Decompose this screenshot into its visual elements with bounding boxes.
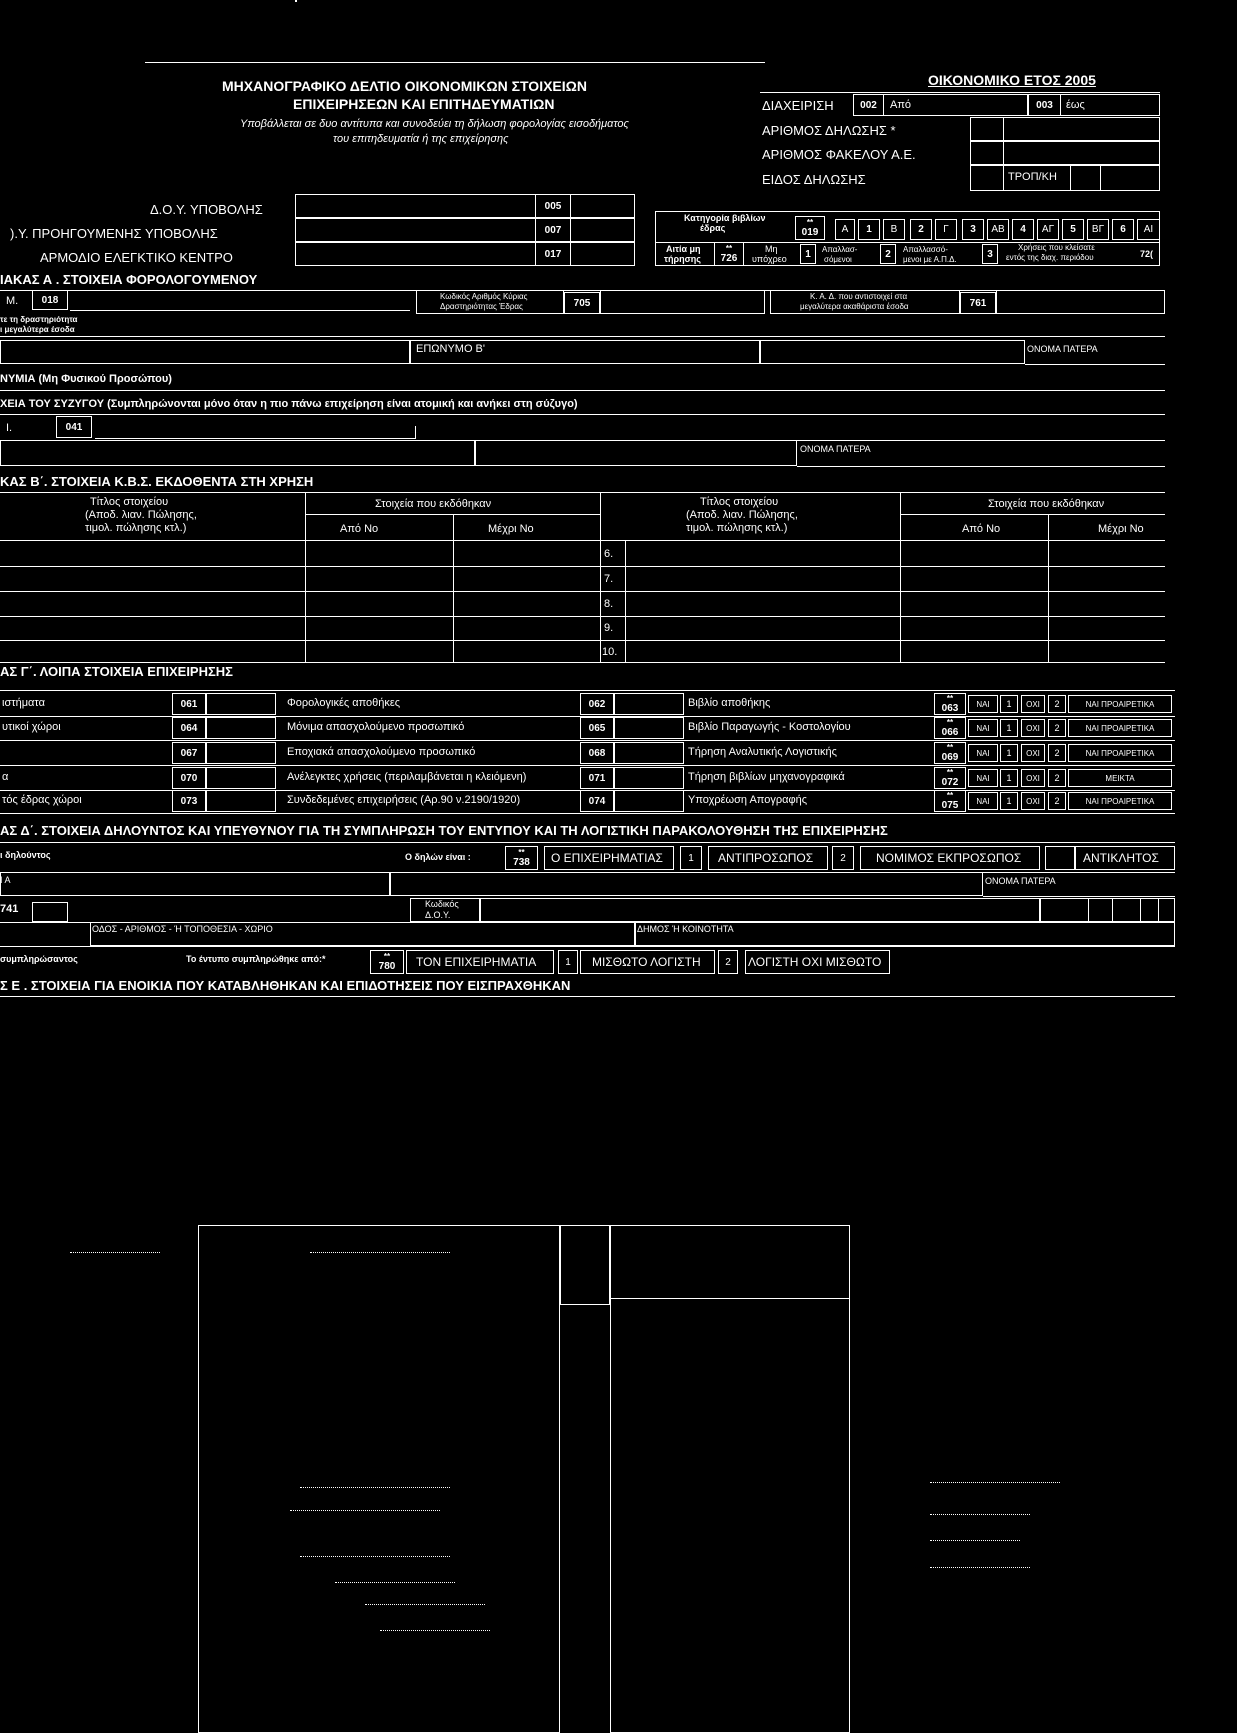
g-opt-2[interactable]: 2	[1048, 695, 1066, 713]
mexri-no-label: Μέχρι Νο	[488, 523, 534, 535]
code-003: 003	[1028, 94, 1061, 116]
code-041: 041	[56, 416, 92, 438]
aitia-label-1: Αιτία μη	[666, 244, 701, 254]
g-code-2: 071	[580, 767, 614, 789]
aitia-opt-2[interactable]: 2	[880, 244, 896, 264]
g-opt-1[interactable]: 1	[1000, 792, 1018, 810]
g-field-1[interactable]	[206, 717, 276, 739]
syzygos-onoma-field[interactable]	[475, 440, 797, 466]
g-code-2: 065	[580, 717, 614, 739]
section-d-title: ΑΣ Δ΄. ΣΤΟΙΧΕΙΑ ΔΗΛΟΥΝΤΟΣ ΚΑΙ ΥΠΕΥΘΥΝΟΥ ΓΙΑ ΤΗ ΣΥΜΠΛΗΡΩΣΗ ΤΟΥ ΕΝΤΥΠΟΥ ΚΑΙ ΤΗ ΛΟΓΙΣΤΙΚΗ ΠΑΡΑΚΟΛΟΥΘΗΣΗ ΤΗΣ ΕΠΙΧΕΙΡΗΣΗΣ	[0, 823, 888, 838]
g-nai: ΝΑΙ	[968, 719, 998, 737]
fiscal-year: ΟΙΚΟΝΟΜΙΚΟ ΕΤΟΣ 2005	[928, 72, 1096, 88]
cat-g: Γ	[935, 219, 957, 240]
doy-ypovolis-field[interactable]	[295, 194, 635, 218]
row-no-7: 7.	[604, 573, 614, 585]
dots-e	[365, 1604, 485, 1605]
g-field-2[interactable]	[614, 767, 684, 789]
dilon-opt-1[interactable]: 1	[680, 846, 702, 870]
g-code-3: ** 066	[934, 717, 966, 739]
mexri2-no-label: Μέχρι Νο	[1098, 523, 1144, 535]
g-oxi: ΟΧΙ	[1021, 719, 1045, 737]
g-opt-2[interactable]: 2	[1048, 769, 1066, 787]
g-nai: ΝΑΙ	[968, 769, 998, 787]
g-label-mid: Συνδεδεμένες επιχειρήσεις (Αρ.90 ν.2190/1920)	[287, 794, 521, 806]
eponymo-field[interactable]	[0, 340, 410, 364]
dilon-eponymo-field[interactable]	[0, 872, 390, 896]
g-opt-text[interactable]: ΝΑΙ ΠΡΟΑΙΡΕΤΙΚΑ	[1068, 744, 1172, 762]
dots-g	[930, 1482, 1060, 1483]
g-code-1: 061	[172, 693, 206, 715]
kodikos-label-1: Κωδικός Αριθμός Κύριας	[440, 292, 528, 301]
g-code-1: 064	[172, 717, 206, 739]
g-label-right: Τήρηση βιβλίων μηχανογραφικά	[688, 771, 845, 783]
section-g-title: ΑΣ Γ΄. ΛΟΙΠΑ ΣΤΟΙΧΕΙΑ ΕΠΙΧΕΙΡΗΣΗΣ	[0, 664, 233, 679]
form-title-line2: ΕΠΙΧΕΙΡΗΣΕΩΝ ΚΑΙ ΕΠΙΤΗΔΕΥΜΑΤΙΩΝ	[293, 96, 555, 112]
diloyntos-label: ι δηλούντος	[0, 850, 51, 860]
dots-c	[300, 1556, 450, 1557]
drast-label-1: τε τη δραστηριότητα	[0, 315, 78, 324]
g-opt-text[interactable]: ΜΕΙΚΤΑ	[1068, 769, 1172, 787]
code-780: ** 780	[370, 950, 404, 974]
doy-ypovolis-label: Δ.Ο.Υ. ΥΠΟΒΟΛΗΣ	[150, 202, 263, 217]
dots-d	[335, 1582, 455, 1583]
stoixeia-label: Στοιχεία που εκδόθηκαν	[375, 498, 492, 510]
form-subtitle-line1: Υποβάλλεται σε δυο αντίτυπα και συνοδεύει τη δήλωση φορολογίας εισοδήματος	[240, 118, 629, 130]
arithmos-fakelou-label: ΑΡΙΘΜΟΣ ΦΑΚΕΛΟΥ Α.Ε.	[762, 147, 916, 162]
g-label-right: Τήρηση Αναλυτικής Λογιστικής	[688, 746, 837, 758]
g-label-left: α	[2, 771, 9, 783]
eponymia-field[interactable]	[0, 390, 1165, 391]
dilon-phone-field[interactable]	[1040, 898, 1175, 922]
g-opt-2[interactable]: 2	[1048, 792, 1066, 810]
g-code-1: 070	[172, 767, 206, 789]
dots-h	[930, 1514, 1030, 1515]
afm2-field[interactable]	[95, 426, 416, 439]
g-field-2[interactable]	[614, 790, 684, 812]
code-761: 761	[960, 292, 996, 314]
g-field-2[interactable]	[614, 693, 684, 715]
afm-field[interactable]	[70, 300, 410, 311]
dilon-doy-field[interactable]	[480, 898, 1040, 922]
g-code-2: 068	[580, 742, 614, 764]
afm-label-741: 741	[0, 903, 19, 915]
code-017: 017	[535, 242, 571, 266]
g-field-1[interactable]	[206, 693, 276, 715]
g-opt-text[interactable]: ΝΑΙ ΠΡΟΑΙΡΕΤΙΚΑ	[1068, 695, 1172, 713]
g-field-2[interactable]	[614, 717, 684, 739]
apallass-1: Απαλλασ-	[822, 245, 858, 254]
titlos2-label-1: Τίτλος στοιχείου	[700, 496, 779, 508]
section-a-title: ΙΑΚΑΣ Α . ΣΤΟΙΧΕΙΑ ΦΟΡΟΛΟΓΟΥΜΕΝΟΥ	[0, 272, 258, 287]
diaxeirisi-label: ΔΙΑΧΕΙΡΙΣΗ	[762, 98, 834, 113]
afm-prefix: Μ.	[6, 295, 19, 307]
kad-field[interactable]	[600, 290, 765, 314]
g-code-3: ** 069	[934, 742, 966, 764]
kodikos-doy-2: Δ.Ο.Υ.	[425, 910, 451, 920]
g-opt-text[interactable]: ΝΑΙ ΠΡΟΑΙΡΕΤΙΚΑ	[1068, 719, 1172, 737]
code-726: ** 726	[714, 242, 744, 266]
code-72x: 72(	[1140, 249, 1154, 259]
signature-dots-1	[70, 1252, 160, 1253]
aitia-opt-3[interactable]: 3	[982, 244, 998, 264]
aitia-label-2: τήρησης	[664, 254, 701, 264]
section-e-title: Σ Ε . ΣΤΟΙΧΕΙΑ ΓΙΑ ΕΝΟΙΚΙΑ ΠΟΥ ΚΑΤΑΒΛΗΘΗΚΑΝ ΚΑΙ ΕΠΙΔΟΤΗΣΕΙΣ ΠΟΥ ΕΙΣΠΡΑΧΘΗΚΑΝ	[0, 978, 571, 993]
g-opt-2[interactable]: 2	[1048, 719, 1066, 737]
entypo-opt-1[interactable]: 1	[558, 950, 578, 974]
kad-max-field[interactable]	[996, 290, 1165, 314]
arithmos-fakelou-field[interactable]	[970, 141, 1160, 165]
dimos-field[interactable]	[635, 922, 1175, 946]
g-label-left: υτικοί χώροι	[2, 721, 61, 733]
cat-ab: ΑΒ	[987, 219, 1009, 240]
code-738: ** 738	[505, 846, 538, 870]
cat-bg: ΒΓ	[1087, 219, 1109, 240]
row-no-10: 10.	[602, 646, 618, 658]
nomimos-check[interactable]	[1045, 846, 1075, 870]
g-code-2: 074	[580, 790, 614, 812]
opt-2[interactable]: 2	[910, 219, 932, 240]
onoma-patera-label: ΟΝΟΜΑ ΠΑΤΕΡΑ	[1027, 344, 1098, 354]
g-code-3: ** 075	[934, 790, 966, 812]
code-007: 007	[535, 218, 571, 242]
g-opt-1[interactable]: 1	[1000, 769, 1018, 787]
mi-ypoxreo-2: υπόχρεο	[752, 254, 787, 264]
g-label-right: Βιβλίο Παραγωγής - Κοστολογίου	[688, 721, 851, 733]
ka-label-1: Κ. Α. Δ. που αντιστοιχεί στα	[810, 292, 908, 301]
g-field-2[interactable]	[614, 742, 684, 764]
titlos-label-3: τιμολ. πώλησης κτλ.)	[85, 522, 187, 534]
syzygos-eponymo-field[interactable]	[0, 440, 475, 466]
dilon-onoma-patera: ΟΝΟΜΑ ΠΑΤΕΡΑ	[985, 876, 1056, 886]
epixeirimatias-label: Ο ΕΠΙΧΕΙΡΗΜΑΤΙΑΣ	[551, 851, 663, 865]
g-label-left: τός έδρας χώροι	[2, 794, 82, 806]
g-field-1[interactable]	[206, 767, 276, 789]
signature-dots-2	[310, 1252, 450, 1253]
elegktiko-label: ΑΡΜΟΔΙΟ ΕΛΕΓΚΤΙΚΟ ΚΕΝΤΡΟ	[40, 250, 233, 265]
g-label-mid: Φορολογικές αποθήκες	[287, 697, 401, 709]
mi-ypoxreo-1: Μη	[765, 244, 778, 254]
entypo-label: Το έντυπο συμπληρώθηκε από:*	[186, 954, 326, 964]
syzygos-label: ΧΕΙΑ ΤΟΥ ΣΥΖΥΓΟΥ (Συμπληρώνονται μόνο όταν η πιο πάνω επιχείρηση είναι ατομική και ανήκει στη σύζυγο)	[0, 398, 578, 410]
ton-epix-label: ΤΟΝ ΕΠΙΧΕΙΡΗΜΑΤΙΑ	[416, 955, 537, 969]
cat-b: Β	[883, 219, 905, 240]
code-018: 018	[32, 290, 68, 310]
g-oxi: ΟΧΙ	[1021, 695, 1045, 713]
g-label-mid: Εποχιακά απασχολούμενο προσωπικό	[287, 746, 476, 758]
opt-3[interactable]: 3	[962, 219, 984, 240]
g-field-1[interactable]	[206, 790, 276, 812]
a-label: Ι Α	[0, 875, 11, 885]
g-field-1[interactable]	[206, 742, 276, 764]
eponymia-label: ΝΥΜΙΑ (Μη Φυσικού Προσώπου)	[0, 373, 172, 385]
titlos2-label-2: (Αποδ. λιαν. Πώλησης,	[686, 509, 798, 521]
code-002: 002	[853, 94, 884, 116]
antiprosopos-label: ΑΝΤΙΠΡΟΣΩΠΟΣ	[718, 851, 814, 865]
eidos-dilosis-field[interactable]	[970, 165, 1160, 191]
odos-field[interactable]	[90, 922, 635, 946]
dots-j	[930, 1567, 1030, 1568]
katigoria-label: Κατηγορία βιβλίων	[684, 213, 766, 223]
arithmos-dilosis-field[interactable]	[970, 117, 1160, 141]
g-label-left: ιστήματα	[2, 697, 45, 709]
eidos-dilosis-label: ΕΙΔΟΣ ΔΗΛΩΣΗΣ	[762, 172, 866, 187]
kodikos-doy-1: Κωδικός	[425, 899, 459, 909]
g-code-3: ** 072	[934, 767, 966, 789]
cat-ag: ΑΓ	[1037, 219, 1059, 240]
g-label-right: Υποχρέωση Απογραφής	[688, 794, 808, 806]
g-nai: ΝΑΙ	[968, 744, 998, 762]
row-no-8: 8.	[604, 598, 614, 610]
drast-label-2: ι μεγαλύτερα έσοδα	[0, 325, 75, 334]
elegktiko-field[interactable]	[295, 242, 635, 266]
section-b-title: ΚΑΣ Β΄. ΣΤΟΙΧΕΙΑ Κ.Β.Σ. ΕΚΔΟΘΕΝΤΑ ΣΤΗ ΧΡΗΣΗ	[0, 474, 314, 489]
misthoto-label: ΜΙΣΘΩΤΟ ΛΟΓΙΣΤΗ	[592, 955, 701, 969]
titlos2-label-3: τιμολ. πώλησης κτλ.)	[686, 522, 788, 534]
dilon-opt-2[interactable]: 2	[832, 846, 854, 870]
doy-prohg-field[interactable]	[295, 218, 635, 242]
g-nai: ΝΑΙ	[968, 792, 998, 810]
stamp-box-mid	[610, 1225, 850, 1733]
g-code-1: 067	[172, 742, 206, 764]
dots-b	[290, 1510, 440, 1511]
opt-1[interactable]: 1	[858, 219, 880, 240]
g-opt-1[interactable]: 1	[1000, 744, 1018, 762]
g-label-right: Βιβλίο αποθήκης	[688, 697, 771, 709]
symplirosantos-label: συμπληρώσαντος	[0, 954, 78, 964]
g-opt-2[interactable]: 2	[1048, 744, 1066, 762]
g-code-3: ** 063	[934, 693, 966, 715]
tropik-label: ΤΡΟΠ/ΚΗ	[1008, 171, 1057, 183]
row-no-6: 6.	[604, 548, 614, 560]
eos-label: έως	[1066, 99, 1085, 111]
cat-ai: ΑΙ	[1137, 219, 1160, 240]
doy-prohg-label: ).Υ. ΠΡΟΗΓΟΥΜΕΝΗΣ ΥΠΟΒΟΛΗΣ	[10, 226, 218, 241]
g-oxi: ΟΧΙ	[1021, 769, 1045, 787]
titlos-label-2: (Αποδ. λιαν. Πώλησης,	[85, 509, 197, 521]
apo-no-label: Από Νο	[340, 523, 379, 535]
odos-label: ΟΔΟΣ - ΑΡΙΘΜΟΣ - Ή ΤΟΠΟΘΕΣΙΑ - ΧΩΡΙΟ	[92, 924, 273, 934]
kodikos-label-2: Δραστηριότητας Έδρας	[440, 302, 523, 311]
code-019: ** 019	[795, 216, 825, 240]
dilon-onoma-field[interactable]	[390, 872, 983, 896]
antiklitos-label: ΑΝΤΙΚΛΗΤΟΣ	[1083, 851, 1159, 865]
g-opt-1[interactable]: 1	[1000, 719, 1018, 737]
opt-6[interactable]: 6	[1112, 219, 1134, 240]
titlos-label-1: Τίτλος στοιχείου	[90, 496, 169, 508]
oxi-misthoto-label: ΛΟΓΙΣΤΗ ΟΧΙ ΜΙΣΘΩΤΟ	[748, 955, 882, 969]
stamp-box-left	[198, 1225, 560, 1733]
aitia-opt-1[interactable]: 1	[800, 244, 816, 264]
g-nai: ΝΑΙ	[968, 695, 998, 713]
row-no-9: 9.	[604, 622, 614, 634]
edras-label: έδρας	[700, 223, 726, 233]
ka-label-2: μεγαλύτερα ακαθάριστα έσοδα	[800, 302, 909, 311]
opt-4[interactable]: 4	[1012, 219, 1034, 240]
apo-label: Από	[890, 99, 912, 111]
g-code-2: 062	[580, 693, 614, 715]
nomimos-label: ΝΟΜΙΜΟΣ ΕΚΠΡΟΣΩΠΟΣ	[876, 851, 1022, 865]
dots-i	[930, 1540, 1020, 1541]
g-opt-1[interactable]: 1	[1000, 695, 1018, 713]
apallass-apd-1: Απαλλασσό-	[903, 245, 948, 254]
o-dilon-label: Ο δηλών είναι :	[405, 852, 471, 862]
g-opt-text[interactable]: ΝΑΙ ΠΡΟΑΙΡΕΤΙΚΑ	[1068, 792, 1172, 810]
dots-a	[300, 1487, 450, 1488]
opt-5[interactable]: 5	[1062, 219, 1084, 240]
onoma-field[interactable]	[760, 340, 1025, 364]
eponymo-b-label: ΕΠΩΝΥΜΟ Β'	[416, 343, 485, 355]
xriseis-2: εντός της διαχ. περιόδου	[1006, 253, 1094, 262]
apallass-apd-2: μενοι με Α.Π.Δ.	[903, 255, 957, 264]
code-705: 705	[564, 292, 600, 314]
apallass-2: σόμενοι	[824, 255, 852, 264]
arithmos-dilosis-label: ΑΡΙΘΜΟΣ ΔΗΛΩΣΗΣ *	[762, 123, 896, 138]
form-subtitle-line2: του επιτηδευματία ή της επιχείρησης	[333, 133, 509, 145]
dots-f	[380, 1630, 490, 1631]
entypo-opt-2[interactable]: 2	[718, 950, 738, 974]
mini-box	[560, 1225, 610, 1305]
onoma-patera-label-2: ΟΝΟΜΑ ΠΑΤΕΡΑ	[800, 444, 871, 454]
g-oxi: ΟΧΙ	[1021, 792, 1045, 810]
form-title-line1: ΜΗΧΑΝΟΓΡΑΦΙΚΟ ΔΕΛΤΙΟ ΟΙΚΟΝΟΜΙΚΩΝ ΣΤΟΙΧΕΙΩΝ	[222, 78, 587, 94]
xriseis-1: Χρήσεις που κλείσατε	[1018, 243, 1095, 252]
afm2-prefix: Ι.	[6, 422, 13, 434]
g-code-1: 073	[172, 790, 206, 812]
code-005: 005	[535, 194, 571, 218]
g-label-mid: Ανέλεγκτες χρήσεις (περιλαμβάνεται η κλειόμενη)	[287, 771, 527, 783]
apo2-no-label: Από Νο	[962, 523, 1001, 535]
dimos-label: ΔΗΜΟΣ Ή ΚΟΙΝΟΤΗΤΑ	[637, 924, 734, 934]
cat-a: Α	[835, 219, 855, 240]
stoixeia2-label: Στοιχεία που εκδόθηκαν	[988, 498, 1105, 510]
g-label-mid: Μόνιμα απασχολούμενο προσωπικό	[287, 721, 465, 733]
g-oxi: ΟΧΙ	[1021, 744, 1045, 762]
